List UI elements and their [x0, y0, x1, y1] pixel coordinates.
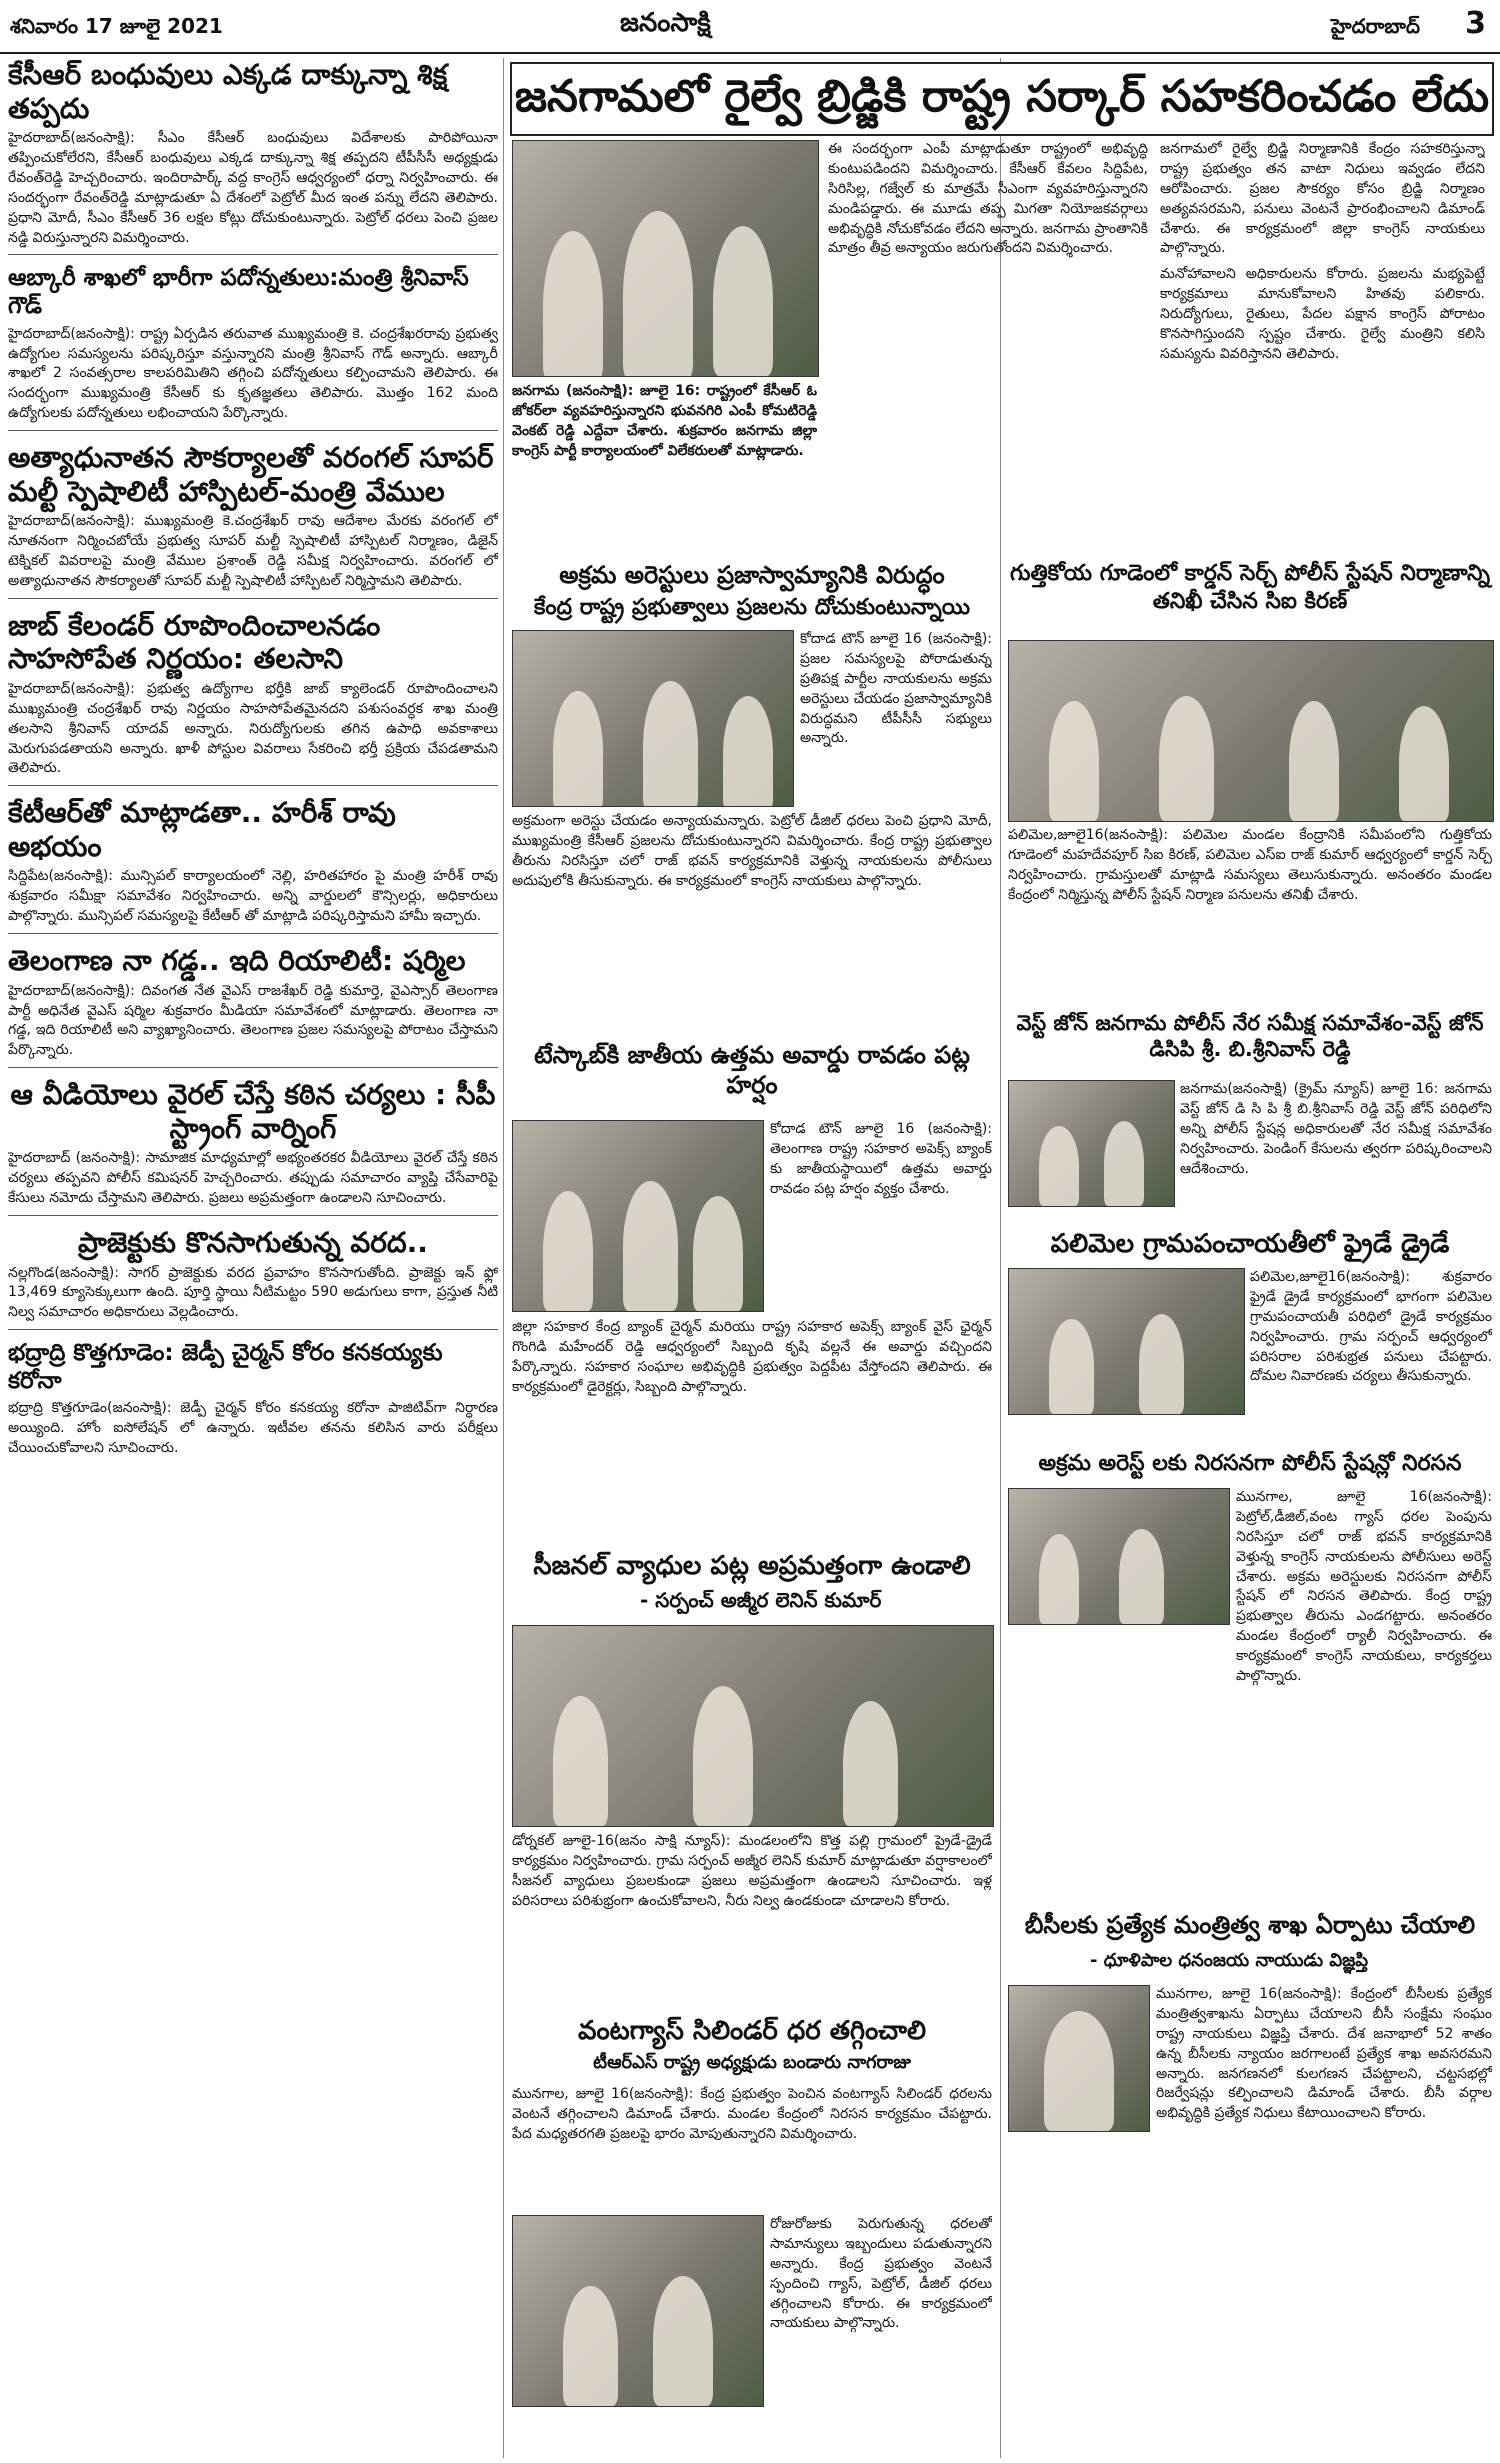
article-body-box — [512, 2085, 992, 2210]
headline: కేటీఆర్‌తో మాట్లాడతా.. హరీశ్ రావు అభయం — [8, 796, 396, 863]
article — [8, 1078, 498, 1216]
article-body-box — [1250, 1268, 1492, 1428]
article-body-box — [512, 812, 992, 1032]
article — [8, 796, 498, 934]
headline: అక్రమ అరెస్ట్ లకు నిరసనగా పోలీస్ స్టేషన్లో నిరసన — [1038, 1451, 1462, 1476]
article-body: పలిమెల,జూలై16(జనంసాక్షి): పలిమెల మండల కేంద్రానికి సమీపంలోని గుత్తికోయ గూడెంలో మహదేవపూర్ సిఐ కిరణ్, పలిమెల ఎస్ఐ రాజ్ కుమార్ ఆధ్వర్యంలో కార్డన్ సెర్చ్ నిర్వహించారు. గ్రామస్తులతో మాట్లాడి సమస్యలు తెలుసుకున్నారు. అనంతరం మండల కేంద్రంలో నిర్మిస్తున్న పోలీస్ స్టేషన్ నిర్మాణ పనులను తనిఖీ చేశారు. — [1008, 827, 1492, 903]
lead-body: ఈ సందర్భంగా ఎంపీ మాట్లాడుతూ రాష్ట్రంలో అభివృద్ధి కుంటుపడిందని విమర్శించారు. కేసీఆర్ కేవలం సిద్దిపేట, సిరిసిల్ల, గజ్వేల్ కు మాత్రమే సీఎంగా వ్యవహరిస్తున్నారని మండిపడ్డారు. ఈ మూడు తప్ప మిగతా నియోజకవర్గాలు అభివృద్ధికి నోచుకోవడం లేదని అన్నారు. జనగామ ప్రాంతానికి మాత్రం తీవ్ర అన్యాయం జరుగుతోందని విమర్శించారు. — [828, 141, 1148, 257]
article-photo — [1008, 1080, 1175, 1207]
article-body: సిద్దిపేట(జనంసాక్షి): మున్సిపల్ కార్యాలయంలో నెల్లి, హరితహారం పై మంత్రి హరీశ్ రావు శుక్రవారం సమీక్షా సమావేశం నిర్వహించారు. అన్ని వార్డులలో కౌన్సిలర్లు, అధికారులు పాల్గొన్నారు. మున్సిపల్ సమస్యలపై కేటీఆర్ తో మాట్లాడి పరిష్కరిస్తామని హామీ ఇచ్చారు. — [8, 868, 498, 925]
article-body: జిల్లా సహకార కేంద్ర బ్యాంక్ చైర్మన్ మరియు రాష్ట్ర సహకార అపెక్స్ బ్యాంక్ వైస్ ఛైర్మన్ గొంగిడి మహేందర్ రెడ్డి ఆధ్వర్యంలో సిబ్బంది కృషి వల్లనే ఈ అవార్డు వచ్చిందని పేర్కొన్నారు. సహకార సంఘాల అభివృద్ధికి ప్రభుత్వం పెద్దపీట వేస్తోందని తెలిపారు. ఈ కార్యక్రమంలో డైరెక్టర్లు, సిబ్బంది పాల్గొన్నారు. — [512, 1319, 992, 1395]
article-body: భద్రాద్రి కొత్తగూడెం(జనంసాక్షి): జెడ్పీ చైర్మన్ కోరం కనకయ్య కరోనా పాజిటివ్‌గా నిర్ధారణ అయ్యింది. హోం ఐసోలేషన్ లో ఉన్నారు. ఇటీవల తనను కలిసిన వారు పరీక్షలు చేయించుకోవాలని సూచించారు. — [8, 1400, 498, 1457]
headline: టేస్కాబ్‌కి జాతీయ ఉత్తమ అవార్డు రావడం పట్ల హర్షం — [534, 1041, 970, 1099]
lead-photo — [512, 140, 819, 377]
issue-date: శనివారం 17 జూలై 2021 — [10, 14, 223, 38]
byline: - ధూళిపాల ధనంజయ నాయుడు విజ్ఞప్తి — [1090, 1950, 1369, 1971]
subheadline: కేంద్ర రాష్ట్ర ప్రభుత్వాలు ప్రజలను దోచుకుంటున్నాయి — [533, 595, 971, 620]
article-body-box — [1180, 1080, 1492, 1220]
headline: గుత్తికోయ గూడెంలో కార్డన్ సెర్చ్ పోలీస్ స్టేషన్ నిర్మాణాన్ని తనిఖీ చేసిన సిఐ కిరణ్ — [1010, 561, 1490, 614]
article-body: మునగాల, జూలై 16(జనంసాక్షి): కేంద్రంలో బీసీలకు ప్రత్యేక మంత్రిత్వశాఖను ఏర్పాటు చేయాలని బీసీ సంక్షేమ సంఘం రాష్ట్ర నాయకులు విజ్ఞప్తి చేశారు. దేశ జనాభాలో 52 శాతం ఉన్న బీసీలకు న్యాయం జరగాలంటే ప్రత్యేక శాఖ అవసరమని అన్నారు. జనగణనలో కులగణన చేపట్టాలని, చట్టసభల్లో రిజర్వేషన్లు కల్పించాలని డిమాండ్ చేశారు. బీసీ వర్గాల అభివృద్ధికి ప్రత్యేక నిధులు కేటాయించాలని కోరారు. — [1156, 1986, 1492, 2122]
article-body: హైదరాబాద్(జనంసాక్షి): సీఎం కేసీఆర్ బంధువులు విదేశాలకు పారిపోయినా తప్పించుకోలేరని, కేసీఆర్ బంధువులు ఎక్కడ దాక్కున్నా శిక్ష తప్పదని టీపీసీసీ అధ్యక్షుడు రేవంత్‌రెడ్డి హెచ్చరించారు. ఇందిరాపార్క్ వద్ద కాంగ్రెస్ ఆధ్వర్యంలో ధర్నా నిర్వహించారు. ఈ సందర్భంగా రేవంత్‌రెడ్డి మాట్లాడుతూ ఏ దేశంలో పెట్రోల్ మీద ఇంత పన్ను లేదని తెలిపారు. ప్రధాని మోదీ, సీఎం కేసీఆర్ 36 లక్షల కోట్లు దోచుకుంటున్నారు. పెట్రోల్ ధరలు పెంచి ప్రజల నడ్డి విరుస్తున్నారని విమర్శించారు. — [8, 130, 498, 246]
headline: జాబ్ కేలండర్ రూపొందించాలనడం సాహసోపేత నిర్ణయం: తలసాని — [8, 608, 381, 676]
article-photo — [512, 630, 794, 807]
headline: ప్రాజెక్టుకు కొనసాగుతున్న వరద.. — [78, 1225, 428, 1259]
headline: భద్రాద్రి కొత్తగూడెం: జెడ్పీ చైర్మన్ కోరం కనకయ్యకు కరోనా — [8, 1340, 443, 1394]
article-body-box — [1008, 826, 1492, 1001]
lead-col-2 — [1160, 140, 1485, 530]
article-photo — [1008, 1268, 1245, 1415]
article-body-box — [512, 1318, 992, 1473]
article-body: మునగాల, జూలై 16(జనంసాక్షి): కేంద్ర ప్రభుత్వం పెంచిన వంటగ్యాస్ సిలిండర్ ధరలను వెంటనే తగ్గించాలని డిమాండ్ చేశారు. మండల కేంద్రంలో నిరసన కార్యక్రమం చేపట్టారు. పేద మధ్యతరగతి ప్రజలపై భారం మోపుతున్నారని విమర్శించారు. — [512, 2086, 992, 2142]
article-body: పలిమెల,జూలై16(జనంసాక్షి): శుక్రవారం ఫ్రైడే డ్రైడే కార్యక్రమంలో భాగంగా పలిమెల గ్రామపంచాయతీ పరిధిలో డ్రైడే కార్యక్రమం నిర్వహించారు. గ్రామ సర్పంచ్ ఆధ్వర్యంలో పరిసరాల పరిశుభ్రత పనులు చేపట్టారు. దోమల నివారణకు చర్యలు తీసుకున్నారు. — [1250, 1269, 1492, 1385]
headline: పలిమెల గ్రామపంచాయతీలో ఫ్రైడే డ్రైడే — [1050, 1229, 1450, 1259]
page-header — [0, 0, 1500, 54]
headline: సీజనల్ వ్యాధుల పట్ల అప్రమత్తంగా ఉండాలి — [533, 1551, 971, 1581]
article — [8, 1226, 498, 1330]
headline: తెలంగాణ నా గడ్డ.. ఇది రియాలిటీ: షర్మిల — [8, 944, 466, 978]
article — [8, 944, 498, 1068]
article-photo — [512, 1625, 994, 1827]
edition-city: హైదరాబాద్ — [1330, 14, 1420, 38]
headline: ఆ వీడియోలు వైరల్ చేస్తే కఠిన చర్యలు : సీపీ స్ట్రాంగ్ వార్నింగ్ — [10, 1078, 496, 1145]
article-photo — [1008, 640, 1494, 822]
masthead-logo: జనంసాక్షి — [620, 8, 711, 38]
article-body-box — [770, 2215, 992, 2405]
article-body: డోర్నకల్ జూలై-16(జనం సాక్షి న్యూస్): మండలంలోని కొత్త పల్లి గ్రామంలో ప్రైడే-డ్రైడే కార్యక్రమం నిర్వహించారు. గ్రామ సర్పంచ్ అజ్మీర లెనిన్ కుమార్ మాట్లాడుతూ వర్షాకాలంలో సీజనల్ వ్యాధులు ప్రబలకుండా ప్రజలు అప్రమత్తంగా ఉండాలని సూచించారు. ఇళ్ల పరిసరాలు పరిశుభ్రంగా ఉంచుకోవాలని, నీరు నిల్వ ఉండకుండా చూడాలని కోరారు. — [512, 1833, 992, 1909]
article-body: హైదరాబాద్(జనంసాక్షి): ప్రభుత్వ ఉద్యోగాల భర్తీకి జాబ్ క్యాలెండర్ రూపొందించాలని ముఖ్యమంత్రి చంద్రశేఖర్ రావు నిర్ణయం సాహసోపేతమైనదని పశుసంవర్ధక శాఖ మంత్రి తలసాని శ్రీనివాస్ యాదవ్ అన్నారు. నిరుద్యోగులకు తగిన ఉపాధి అవకాశాలు మెరుగుపడతాయని అన్నారు. ఖాళీ పోస్టుల వివరాలు సేకరించి భర్తీ ప్రక్రియ చేపడతామని తెలిపారు. — [8, 680, 498, 777]
subheadline: టీఆర్‌ఎస్ రాష్ట్ర అధ్యక్షుడు బండారు నాగరాజు — [593, 2052, 911, 2073]
article-body: హైదరాబాద్(జనంసాక్షి): ముఖ్యమంత్రి కె.చంద్రశేఖర్ రావు ఆదేశాల మేరకు వరంగల్ లో నూతనంగా నిర్మించబోయే ప్రభుత్వ సూపర్ మల్టీ స్పెషాలిటీ హాస్పిటల్ నిర్మాణం, డిజైన్ టెక్నికల్ వివరాలపై మంత్రి వేముల ప్రశాంత్ రెడ్డి సమీక్ష నిర్వహించారు. వరంగల్ లో అత్యాధునాతన సౌకర్యాలతో సూపర్ మల్టీ స్పెషాలిటీ హాస్పిటల్ నిర్మిస్తామని తెలిపారు. — [8, 513, 498, 589]
headline: ఆబ్కారీ శాఖలో భారీగా పదోన్నతులు:మంత్రి శ్రీనివాస్ గౌడ్ — [8, 265, 469, 320]
headline: అత్యాధునాతన సౌకర్యాలతో వరంగల్ సూపర్ మల్టీ స్పెషాలిటీ హాస్పిటల్-మంత్రి వేముల — [8, 441, 494, 508]
left-column — [8, 58, 498, 2458]
article-body-box — [512, 1832, 992, 2007]
article-lede — [800, 630, 992, 805]
page-number: 3 — [1465, 6, 1486, 41]
article-body: హైదరాబాద్ (జనంసాక్షి): సామాజిక మాధ్యమాల్లో అభ్యంతరకర వీడియోలు వైరల్ చేస్తే కఠిన చర్యలు తప్పవని పోలీస్ కమిషనర్ హెచ్చరించారు. తప్పుడు సమాచారం వ్యాప్తి చేసేవారిపై కేసులు నమోదు చేస్తామని తెలిపారు. ప్రజలు అప్రమత్తంగా ఉండాలని సూచించారు. — [8, 1150, 498, 1207]
article — [8, 265, 498, 431]
article-body: జనగామ(జనంసాక్షి) (క్రైమ్ న్యూస్) జూలై 16: జనగామ వెస్ట్ జోన్ డి సి పి శ్రీ బి.శ్రీనివాస్ రెడ్డి వెస్ట్ జోన్ పరిధిలోని అన్ని పోలీస్ స్టేషన్ల అధికారులతో నేర సమీక్ష సమావేశం నిర్వహించారు. పెండింగ్ కేసులను త్వరగా పరిష్కరించాలని ఆదేశించారు. — [1180, 1081, 1492, 1177]
article — [8, 58, 498, 255]
lead-body: మనోహావాలని అధికారులను కోరారు. ప్రజలను మభ్యపెట్టే కార్యక్రమాలు మానుకోవాలని హితవు పలికారు. నిరుద్యోగులు, రైతులు, పేదల పక్షాన కాంగ్రెస్ పోరాటం కొనసాగిస్తుందని స్పష్టం చేశారు. రైల్వే మంత్రిని కలిసి సమస్యను వివరిస్తానని తెలిపారు. — [1160, 266, 1485, 362]
headline: వంటగ్యాస్ సిలిండర్ ధర తగ్గించాలి — [577, 2016, 927, 2046]
lead-headline-box — [510, 62, 1494, 136]
article-photo — [512, 1120, 764, 1312]
article-body: మునగాల, జూలై 16(జనంసాక్షి): పెట్రోల్,డీజిల్,వంట గ్యాస్ ధరల పెంపును నిరసిస్తూ చలో రాజ్ భవన్ కార్యక్రమానికి వెళ్తున్న కాంగ్రెస్ నాయకులను పోలీసులు అరెస్ట్ చేశారు. అక్రమ అరెస్టులకు నిరసనగా పోలీస్ స్టేషన్ లో నిరసన తెలిపారు. కేంద్ర రాష్ట్ర ప్రభుత్వాల తీరును ఎండగట్టారు. అనంతరం మండల కేంద్రంలో ర్యాలీ నిర్వహించారు. ఈ కార్యక్రమంలో కాంగ్రెస్ నాయకులు, కార్యకర్తలు పాల్గొన్నారు. — [1236, 1489, 1492, 1684]
article-body: కోదాడ టౌన్ జూలై 16 (జనంసాక్షి): తెలంగాణ రాష్ట్ర సహకార అపెక్స్ బ్యాంక్ కు జాతీయస్థాయిలో ఉత్తమ అవార్డు రావడం పట్ల హర్షం వ్యక్తం చేశారు. — [770, 1121, 992, 1197]
lead-headline: జనగామలో రైల్వే బ్రిడ్జికి రాష్ట్ర సర్కార్ సహకరించడం లేదు — [514, 71, 1490, 122]
headline: వెస్ట్ జోన్ జనగామ పోలీస్ నేర సమీక్ష సమావేశం-వెస్ట్ జోన్ డిసిపి శ్రీ. బి.శ్రీనివాస్ రెడ్డి — [1016, 1011, 1484, 1062]
article-body: హైదరాబాద్(జనంసాక్షి): రాష్ట్ర ఏర్పడిన తరువాత ముఖ్యమంత్రి కె. చంద్రశేఖరరావు ప్రభుత్వ ఉద్యోగుల సమస్యలను పరిష్కరిస్తూ వస్తున్నారని మంత్రి శ్రీనివాస్ గౌడ్ అన్నారు. ఆబ్కారీ శాఖలో 2 సంవత్సరాల కాలపరిమితిని తగ్గించి పదోన్నతులు కల్పించామని తెలిపారు. ఈ సందర్భంగా ముఖ్యమంత్రి కేసీఆర్ కు కృతజ్ఞతలు తెలిపారు. మొత్తం 162 మంది ఉద్యోగులకు పదోన్నతులు లభించాయని పేర్కొన్నారు. — [8, 325, 498, 422]
article-body-box — [1008, 1985, 1492, 2405]
headline: కేసీఆర్ బంధువులు ఎక్కడ దాక్కున్నా శిక్ష తప్పదు — [8, 58, 448, 125]
article-body: అక్రమంగా అరెస్టు చేయడం అన్యాయమన్నారు. పెట్రోల్ డీజిల్ ధరలు పెంచి ప్రధాని మోదీ, ముఖ్యమంత్రి కేసీఆర్ ప్రజలను దోచుకుంటున్నారని విమర్శించారు. కేంద్ర రాష్ట్ర ప్రభుత్వాల తీరును నిరసిస్తూ చలో రాజ్ భవన్ కార్యక్రమానికి వెళ్తున్న నాయకులను పోలీసులు అదుపులోకి తీసుకున్నారు. ఈ కార్యక్రమంలో కాంగ్రెస్ నాయకులు పాల్గొన్నారు. — [512, 813, 992, 889]
article-body: నల్లగొండ(జనంసాక్షి): సాగర్ ప్రాజెక్టుకు వరద ప్రవాహం కొనసాగుతోంది. ప్రాజెక్టు ఇన్ ఫ్లో 13,469 క్యూసెక్కులుగా ఉంది. పూర్తి స్థాయి నీటిమట్టం 590 అడుగులు కాగా, ప్రస్తుత నీటి నిల్వ సమాచారం అధికారులు వెల్లడించారు. — [8, 1264, 498, 1321]
byline: - సర్పంచ్ అజ్మీర లెనిన్ కుమార్ — [640, 1588, 882, 1612]
article-body: కోదాడ టౌన్ జూలై 16 (జనంసాక్షి): ప్రజల సమస్యలపై పోరాడుతున్న ప్రతిపక్ష పార్టీల నాయకులను అక్రమ అరెస్టులు చేయడం ప్రజాస్వామ్యానికి విరుద్ధమని టీపీసీసీ సభ్యులు అన్నారు. — [800, 631, 992, 747]
article — [8, 441, 498, 599]
article — [8, 609, 498, 787]
column-divider — [503, 58, 504, 2458]
lead-caption — [512, 382, 817, 532]
headline: అక్రమ అరెస్టులు ప్రజాస్వామ్యానికి విరుద్ధం — [559, 561, 945, 589]
article-body: రోజురోజుకు పెరుగుతున్న ధరలతో సామాన్యులు ఇబ్బందులు పడుతున్నారని అన్నారు. కేంద్ర ప్రభుత్వం వెంటనే స్పందించి గ్యాస్, పెట్రోల్, డీజిల్ ధరలు తగ్గించాలని కోరారు. ఈ కార్యక్రమంలో నాయకులు పాల్గొన్నారు. — [770, 2216, 992, 2332]
article-body: హైదరాబాద్(జనంసాక్షి): దివంగత నేత వైఎస్ రాజశేఖర్ రెడ్డి కుమార్తె, వైఎస్సార్ తెలంగాణ పార్టీ అధినేత వైఎస్ షర్మిల శుక్రవారం మీడియా సమావేశంలో మాట్లాడారు. తెలంగాణ నా గడ్డ, ఇది రియాలిటీ అని వ్యాఖ్యానించారు. తెలంగాణ ప్రజల సమస్యలపై పోరాటం చేస్తామని పేర్కొన్నారు. — [8, 982, 498, 1059]
article-photo — [512, 2215, 764, 2407]
article-lede — [770, 1120, 992, 1310]
article-body-box — [1008, 1488, 1492, 1898]
photo-caption: జనగామ (జనంసాక్షి): జూలై 16: రాష్ట్రంలో కేసీఆర్ ఓ జోకర్‌లా వ్యవహరిస్తున్నారని భువనగిరి ఎంపీ కోమటిరెడ్డి వెంకట్ రెడ్డి ఎద్దేవా చేశారు. శుక్రవారం జనగామ జిల్లా కాంగ్రెస్ పార్టీ కార్యాలయంలో విలేకరులతో మాట్లాడారు. — [512, 383, 817, 459]
headline: బీసీలకు ప్రత్యేక మంత్రిత్వ శాఖ ఏర్పాటు చేయాలి — [1024, 1911, 1476, 1939]
lead-body: జనగామలో రైల్వే బ్రిడ్జి నిర్మాణానికి కేంద్రం సహకరిస్తున్నా రాష్ట్ర ప్రభుత్వం తన వాటా నిధులు ఇవ్వడం లేదని ఆరోపించారు. ప్రజల సౌకర్యం కోసం బ్రిడ్జి నిర్మాణం అత్యవసరమని, పనులు వెంటనే ప్రారంభించాలని డిమాండ్ చేశారు. ఈ కార్యక్రమంలో జిల్లా కాంగ్రెస్ నాయకులు పాల్గొన్నారు. — [1160, 141, 1485, 257]
article — [8, 1340, 498, 1459]
lead-col-1 — [828, 140, 1148, 530]
